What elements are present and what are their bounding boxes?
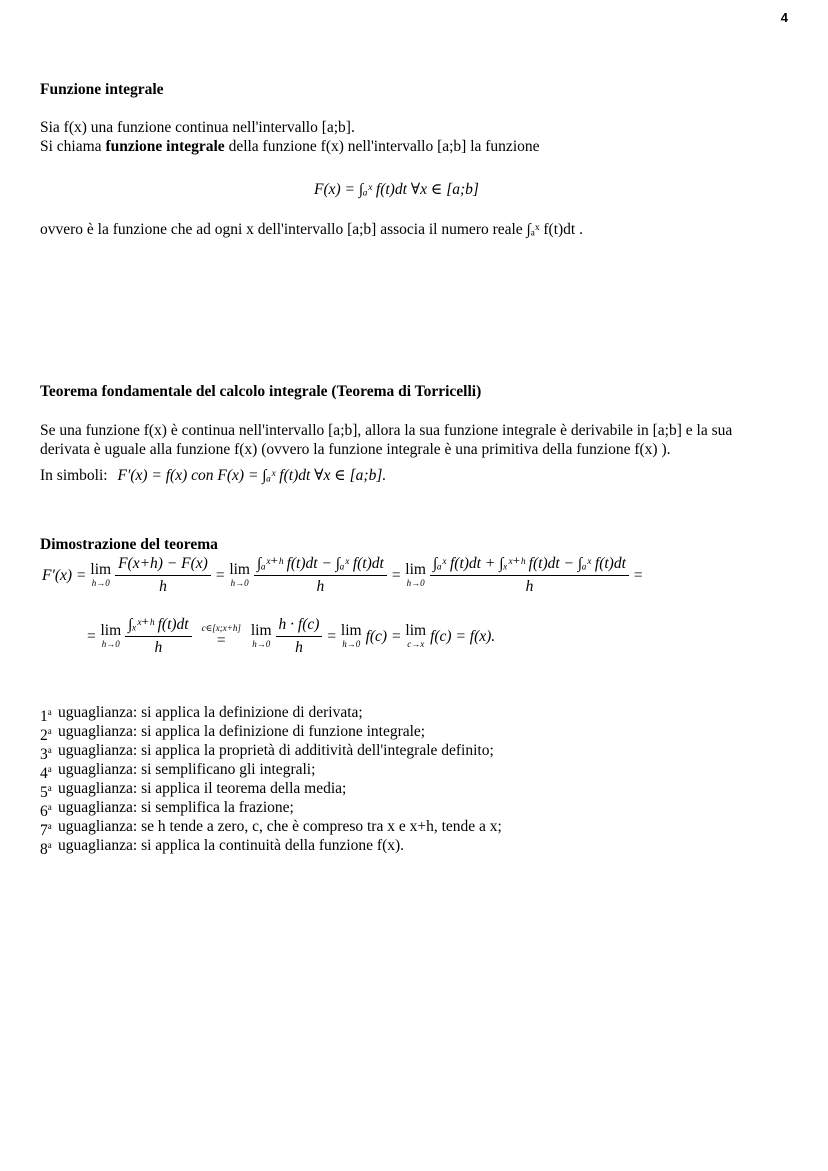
section-title-funzione-integrale: Funzione integrale [40,81,164,98]
symbols-label: In simboli: [40,467,108,484]
equals-sign: = [632,566,644,584]
lim-label: lim [340,622,362,640]
equals-sign: = [86,627,97,645]
list-item-text: uguaglianza: se h tende a zero, c, che è compreso tra x e x+h, tende a x; [58,818,502,835]
lim-sub: c→x [407,638,425,649]
lim-label: lim [250,622,272,640]
mean-value-annotation: c∈[x;x+h] [201,623,241,634]
equals-sign: = [214,566,226,584]
definition-line-2-start: Si chiama [40,138,106,155]
lim-sub: h→0 [342,638,361,649]
theorem-symbols-line [40,466,386,485]
list-item-text: uguaglianza: si applica la definizione di funzione integrale; [58,723,426,740]
list-item-text: uguaglianza: si applica il teorema della media; [58,780,347,797]
lim-sub: h→0 [252,638,271,649]
ordinal: 2$^a$ [40,726,52,745]
limit-c-to-x [405,623,426,649]
ordinal: 3$^a$ [40,745,52,764]
fraction-numerator: ∫ₐˣ⁺ʰ f(t)dt − ∫ₐˣ f(t)dt [254,556,387,576]
list-item-text: uguaglianza: si semplifica la frazione; [58,799,294,816]
list-item [40,722,502,745]
list-item [40,741,502,764]
proof-row-1 [42,556,643,594]
lim-sub: h→0 [101,638,120,649]
list-item [40,703,502,726]
symbols-formula: F′(x) = f(x) con F(x) = ∫ₐˣ f(t)dt ∀x ∈ [a;b]. [117,467,387,484]
fraction-simplified-integral [125,617,191,655]
definition-line-2-end: della funzione f(x) nell'intervallo [a;b] la funzione [224,138,540,155]
list-item [40,779,502,802]
list-item-text: uguaglianza: si applica la proprietà di additività dell'integrale definito; [58,742,494,759]
fraction-mean-value [276,617,323,655]
list-item-text: uguaglianza: si applica la continuità della funzione f(x). [58,837,405,854]
limit-h-to-0 [405,562,426,588]
fraction-numerator: ∫ₓˣ⁺ʰ f(t)dt [125,617,191,637]
page-number: 4 [780,10,788,25]
limit-h-to-0 [341,623,362,649]
fraction-denominator: h [316,577,325,595]
definition-line-2 [40,137,540,156]
definition-line-3: ovvero è la funzione che ad ogni x dell'intervallo [a;b] associa il numero reale ∫ₐˣ f(t)dt . [40,221,583,238]
fraction-denominator: h [159,577,167,595]
fc-equals: f(c) = [365,627,402,645]
limit-h-to-0 [100,623,121,649]
lim-sub: h→0 [230,577,249,588]
ordinal: 5$^a$ [40,783,52,802]
section-title-dimostrazione: Dimostrazione del teorema [40,536,218,553]
fraction-derivative-definition [115,556,211,594]
ordinal: 1$^a$ [40,707,52,726]
fraction-integral-difference [254,556,387,594]
theorem-line-2: derivata è uguale alla funzione f(x) (ovvero la funzione integrale è una primitiva della funzione f(x) ). [40,441,671,458]
equals-sign: = [216,632,226,650]
limit-h-to-0 [90,562,111,588]
lim-label: lim [100,622,122,640]
definition-line-1: Sia f(x) una funzione continua nell'intervallo [a;b]. [40,119,355,136]
ordinal: 4$^a$ [40,764,52,783]
lim-sub: h→0 [91,577,110,588]
proof-lhs: F′(x) = [42,566,87,584]
list-item [40,760,502,783]
equalities-list [40,703,502,859]
section-title-teorema-torricelli: Teorema fondamentale del calcolo integrale (Teorema di Torricelli) [40,383,482,400]
mean-value-equals [202,623,241,649]
proof-row-2 [86,617,495,655]
list-item [40,836,502,859]
fraction-additivity [430,556,629,594]
equals-sign: = [326,627,337,645]
list-item [40,798,502,821]
lim-label: lim [90,561,112,579]
fraction-denominator: h [295,638,303,656]
fraction-numerator: ∫ₐˣ f(t)dt + ∫ₓˣ⁺ʰ f(t)dt − ∫ₐˣ f(t)dt [430,556,629,576]
fraction-numerator: F(x+h) − F(x) [115,556,211,576]
fraction-denominator: h [525,577,534,595]
lim-label: lim [229,561,250,579]
lim-label: lim [405,561,426,579]
list-item-text: uguaglianza: si applica la definizione di derivata; [58,704,363,721]
definition-term: funzione integrale [105,138,225,155]
fraction-numerator: h · f(c) [276,617,323,637]
integral-function-formula: F(x) = ∫ₐˣ f(t)dt ∀x ∈ [a;b] [314,181,479,198]
ordinal: 7$^a$ [40,821,52,840]
list-item-text: uguaglianza: si semplificano gli integrali; [58,761,316,778]
proof-conclusion: f(c) = f(x). [430,627,496,645]
theorem-line-1: Se una funzione f(x) è continua nell'intervallo [a;b], allora la sua funzione integrale è derivabile in [a;b] e la sua [40,422,733,439]
equals-sign: = [390,566,402,584]
limit-h-to-0 [229,562,250,588]
ordinal: 6$^a$ [40,802,52,821]
fraction-denominator: h [154,638,163,656]
list-item [40,817,502,840]
ordinal: 8$^a$ [40,840,52,859]
lim-label: lim [405,622,427,640]
lim-sub: h→0 [406,577,425,588]
limit-h-to-0 [251,623,272,649]
